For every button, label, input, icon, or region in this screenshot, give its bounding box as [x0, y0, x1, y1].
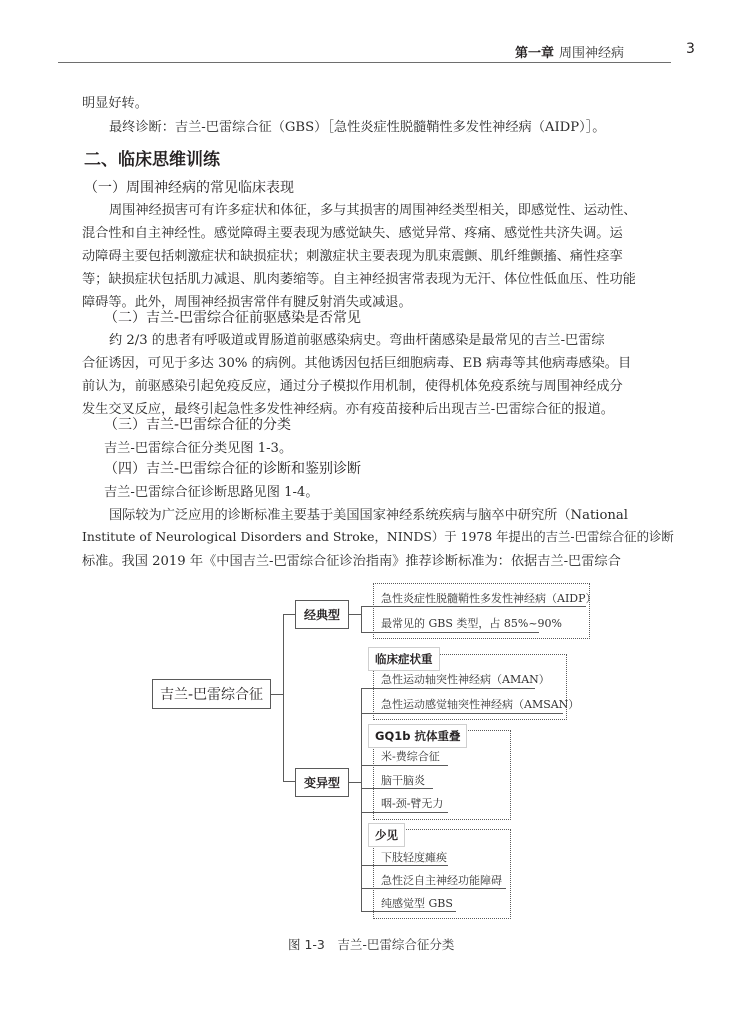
- subsection-3-title: （三）吉兰-巴雷综合征的分类: [104, 417, 292, 433]
- underline: [361, 888, 506, 889]
- classic-item: 最常见的 GBS 类型，占 85%~90%: [381, 617, 563, 630]
- connector: [283, 614, 295, 615]
- s2-line: 合征诱因，可见于多达 30% 的病例。其他诱因包括巨细胞病毒、EB 病毒等其他病毒感染。目: [82, 356, 632, 371]
- connector: [349, 614, 361, 615]
- s4-line: 国际较为广泛应用的诊断标准主要基于美国国家神经系统疾病与脑卒中研究所（National: [109, 508, 628, 523]
- section-title: 二、临床思维训练: [84, 150, 220, 170]
- subsection-2-title: （二）吉兰-巴雷综合征前驱感染是否常见: [104, 310, 362, 326]
- underline: [361, 606, 586, 607]
- gq1b-group-label: GQ1b 抗体重叠: [368, 724, 467, 748]
- variant-item: 下肢轻度瘫痪: [381, 851, 447, 864]
- figure-caption: 图 1-3 吉兰-巴雷综合征分类: [288, 937, 455, 952]
- connector: [283, 781, 295, 782]
- underline: [361, 688, 535, 689]
- variant-item: 米-费综合征: [381, 750, 440, 763]
- underline: [361, 865, 448, 866]
- underline: [361, 911, 456, 912]
- s1-line: 等；缺损症状包括肌力减退、肌肉萎缩等。自主神经损害常表现为无汗、体位性低血压、性功能: [82, 272, 636, 287]
- page-number: 3: [686, 41, 695, 57]
- severe-group-label: 临床症状重: [368, 647, 440, 671]
- connector: [361, 606, 362, 632]
- variant-item: 急性运动感觉轴突性神经病（AMSAN）: [381, 698, 580, 711]
- subsection-4-title: （四）吉兰-巴雷综合征的诊断和鉴别诊断: [104, 461, 362, 477]
- s4-line: Institute of Neurological Disorders and Stroke，NINDS）于 1978 年提出的吉兰-巴雷综合征的诊断: [82, 529, 674, 544]
- underline: [361, 632, 539, 633]
- underline: [361, 812, 448, 813]
- connector: [349, 782, 361, 783]
- connector: [283, 614, 284, 781]
- final-diagnosis: 最终诊断：吉兰-巴雷综合征（GBS）［急性炎症性脱髓鞘性多发性神经病（AIDP）］。: [109, 120, 606, 135]
- variant-item: 急性泛自主神经功能障碍: [381, 874, 502, 887]
- subsection-1-title: （一）周围神经病的常见临床表现: [84, 180, 294, 196]
- classic-item: 急性炎症性脱髓鞘性多发性神经病（AIDP）: [381, 592, 597, 605]
- variant-item: 脑干脑炎: [381, 774, 425, 787]
- underline: [361, 713, 563, 714]
- classic-type-node: 经典型: [295, 600, 349, 629]
- s2-line: 发生交叉反应，最终引起急性多发性神经病。亦有疫苗接种后出现吉兰-巴雷综合征的报道。: [82, 402, 614, 417]
- s2-line: 前认为，前驱感染引起免疫反应，通过分子模拟作用机制，使得机体免疫系统与周围神经成分: [82, 379, 623, 394]
- header-chapter-title: 周围神经病: [559, 46, 625, 61]
- s3-text: 吉兰-巴雷综合征分类见图 1-3。: [104, 441, 293, 456]
- s1-line: 周围神经损害可有许多症状和体征，多与其损害的周围神经类型相关，即感觉性、运动性、: [109, 203, 637, 218]
- rare-group-label: 少见: [368, 823, 405, 847]
- underline: [361, 765, 448, 766]
- variant-item: 急性运动轴突性神经病（AMAN）: [381, 673, 550, 686]
- s1-line: 混合性和自主神经性。感觉障碍主要表现为感觉缺失、感觉异常、疼痛、感觉性共济失调。运: [82, 226, 623, 241]
- variant-type-node: 变异型: [295, 768, 349, 797]
- variant-item: 咽-颈-臂无力: [381, 797, 444, 810]
- header-chapter: 第一章: [515, 46, 555, 61]
- connector: [361, 688, 362, 911]
- s2-line: 约 2/3 的患者有呼吸道或胃肠道前驱感染病史。弯曲杆菌感染是最常见的吉兰-巴雷综: [109, 333, 605, 348]
- paragraph-continuation: 明显好转。: [82, 96, 148, 111]
- header-rule: [58, 62, 671, 63]
- variant-item: 纯感觉型 GBS: [381, 897, 453, 910]
- s1-line: 动障碍主要包括刺激症状和缺损症状；刺激症状主要表现为肌束震颤、肌纤维颤搐、痛性痉挛: [82, 249, 623, 264]
- s4-line: 标准。我国 2019 年《中国吉兰-巴雷综合征诊治指南》推荐诊断标准为：依据吉兰-巴雷综合: [82, 554, 621, 569]
- connector: [271, 694, 283, 695]
- root-node: 吉兰-巴雷综合征: [152, 679, 271, 709]
- s4-text: 吉兰-巴雷综合征诊断思路见图 1-4。: [104, 485, 319, 500]
- s1-line: 障碍等。此外，周围神经损害常伴有腱反射消失或减退。: [82, 295, 412, 310]
- underline: [361, 788, 433, 789]
